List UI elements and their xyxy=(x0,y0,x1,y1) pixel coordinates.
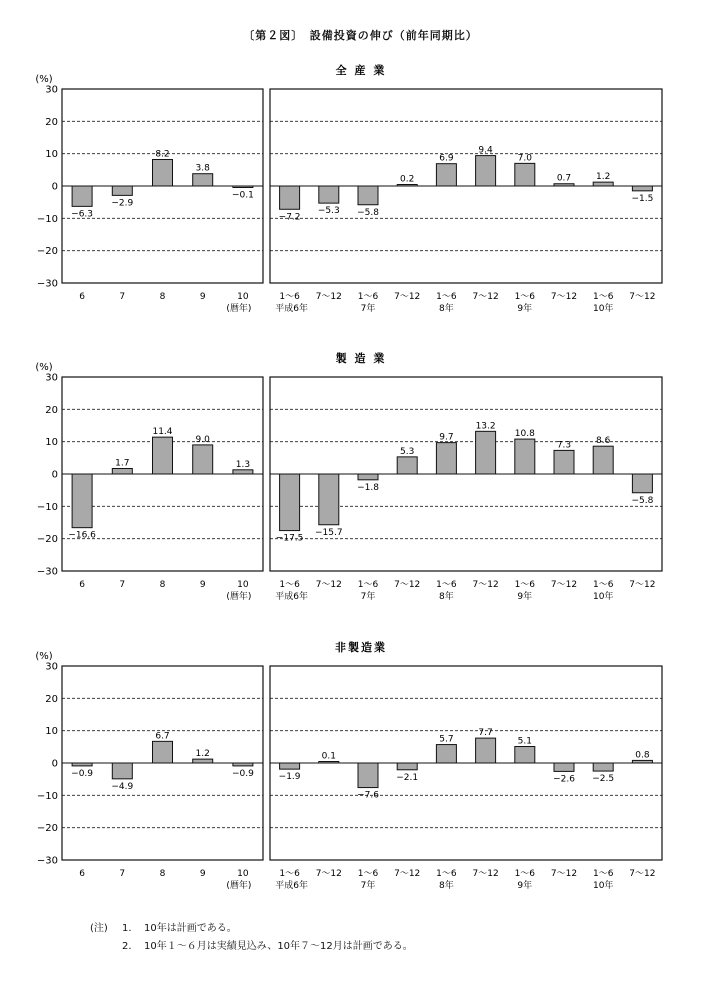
x-sublabel: 7年 xyxy=(360,881,376,891)
bar xyxy=(515,747,535,763)
x-tick-label: 10 xyxy=(237,869,249,879)
bar xyxy=(476,431,496,474)
chart-non-manufacturing xyxy=(0,637,721,937)
bar xyxy=(153,159,173,186)
bar xyxy=(112,186,132,195)
data-label: −0.9 xyxy=(231,768,254,779)
data-label: 7.0 xyxy=(517,153,532,164)
x-sublabel: 平成6年 xyxy=(275,304,308,314)
bar xyxy=(193,759,213,763)
bar xyxy=(233,186,253,188)
note-text: 10年は計画である。 xyxy=(144,923,237,934)
data-label: −1.9 xyxy=(278,772,301,783)
data-label: −2.1 xyxy=(396,772,419,783)
chart-title: 全 産 業 xyxy=(335,64,387,77)
data-label: 11.4 xyxy=(152,427,173,438)
data-label: −7.6 xyxy=(357,790,379,801)
bar xyxy=(280,186,300,209)
note-number: 1. xyxy=(122,923,132,934)
bar xyxy=(554,763,574,771)
y-tick-label: −30 xyxy=(36,566,58,578)
bar xyxy=(397,457,417,474)
x-sublabel: 7年 xyxy=(360,592,376,602)
x-sublabel: (暦年) xyxy=(226,881,252,891)
bar xyxy=(358,763,378,788)
x-tick-label: 10 xyxy=(237,292,249,302)
bar xyxy=(319,474,339,525)
x-sublabel: 8年 xyxy=(439,304,454,314)
y-tick-label: 0 xyxy=(51,181,58,193)
bar xyxy=(632,760,652,763)
x-tick-label: 7～12 xyxy=(472,869,499,879)
y-axis-unit: (%) xyxy=(35,74,53,85)
x-tick-label: 8 xyxy=(159,869,166,879)
x-tick-label: 7～12 xyxy=(550,869,578,879)
bar xyxy=(632,186,652,191)
bar xyxy=(515,439,535,474)
x-tick-label: 10 xyxy=(237,580,249,590)
data-label: −6.3 xyxy=(71,209,94,220)
data-label: −17.5 xyxy=(275,533,304,544)
x-tick-label: 7～12 xyxy=(315,580,342,590)
x-tick-label: 7～12 xyxy=(550,292,578,302)
x-sublabel: 平成6年 xyxy=(275,881,308,891)
data-label: −16.6 xyxy=(68,530,96,541)
y-tick-label: 30 xyxy=(45,661,58,673)
chart-title: 非製造業 xyxy=(335,641,387,654)
data-label: −1.5 xyxy=(631,193,654,204)
x-tick-label: 1～6 xyxy=(436,580,457,590)
x-sublabel: 9年 xyxy=(517,592,533,602)
x-tick-label: 1～6 xyxy=(514,869,536,879)
data-label: 5.1 xyxy=(517,736,532,747)
x-tick-label: 7 xyxy=(119,580,126,590)
x-tick-label: 7～12 xyxy=(629,869,656,879)
data-label: −7.2 xyxy=(278,212,301,223)
bar xyxy=(319,186,339,203)
x-sublabel: (暦年) xyxy=(226,304,252,314)
x-tick-label: 7～12 xyxy=(394,580,421,590)
x-tick-label: 1～6 xyxy=(592,869,614,879)
x-tick-label: 8 xyxy=(159,580,166,590)
data-label: 0.8 xyxy=(635,750,650,761)
y-tick-label: 20 xyxy=(45,116,58,128)
chart-all-industries xyxy=(0,60,721,360)
note-row-2 xyxy=(90,938,413,956)
note-text: 10年１～６月は実績見込み、10年７～12月は計画である。 xyxy=(144,941,413,952)
x-tick-label: 7～12 xyxy=(629,580,656,590)
x-tick-label: 7 xyxy=(119,292,126,302)
data-label: 9.7 xyxy=(439,432,454,443)
x-tick-label: 1～6 xyxy=(279,869,300,879)
data-label: 1.2 xyxy=(596,172,611,183)
data-label: 7.3 xyxy=(556,440,572,451)
bar xyxy=(72,763,92,766)
x-tick-label: 1～6 xyxy=(592,580,614,590)
data-label: 5.7 xyxy=(439,734,454,745)
data-label: 0.7 xyxy=(556,173,572,184)
x-tick-label: 1～6 xyxy=(357,580,379,590)
data-label: −15.7 xyxy=(315,527,343,538)
data-label: 1.3 xyxy=(235,459,251,470)
x-tick-label: 7～12 xyxy=(394,292,421,302)
bar xyxy=(593,763,613,771)
data-label: −5.3 xyxy=(317,206,340,217)
data-label: −4.9 xyxy=(111,781,134,792)
x-sublabel: 10年 xyxy=(592,881,614,891)
x-tick-label: 7～12 xyxy=(550,580,578,590)
data-label: 1.7 xyxy=(115,458,130,469)
x-tick-label: 1～6 xyxy=(279,580,300,590)
bar xyxy=(72,474,92,528)
bar xyxy=(593,182,613,186)
y-tick-label: −20 xyxy=(36,534,58,546)
y-tick-label: 10 xyxy=(45,437,58,449)
y-axis-unit: (%) xyxy=(35,651,53,662)
bar xyxy=(280,474,300,531)
data-label: −2.9 xyxy=(111,198,134,209)
bar xyxy=(233,763,253,766)
page-title: 〔第２図〕 設備投資の伸び（前年同期比） xyxy=(243,29,478,42)
notes-lead: (注) xyxy=(90,923,108,934)
x-tick-label: 8 xyxy=(159,292,166,302)
data-label: 10.8 xyxy=(514,429,535,440)
x-tick-label: 7～12 xyxy=(315,869,342,879)
note-number: 2. xyxy=(122,941,132,952)
x-sublabel: 9年 xyxy=(517,881,533,891)
bar xyxy=(72,186,92,206)
data-label: 1.2 xyxy=(195,749,210,760)
x-tick-label: 6 xyxy=(79,292,85,302)
x-tick-label: 1～6 xyxy=(357,292,379,302)
x-tick-label: 9 xyxy=(199,292,206,302)
x-tick-label: 1～6 xyxy=(357,869,379,879)
bar xyxy=(153,741,173,763)
x-tick-label: 1～6 xyxy=(436,292,457,302)
x-tick-label: 7～12 xyxy=(315,292,342,302)
bar xyxy=(397,185,417,187)
chart-manufacturing xyxy=(0,348,721,648)
bar xyxy=(280,763,300,769)
y-tick-label: 30 xyxy=(45,372,58,384)
bar xyxy=(593,446,613,474)
chart-title: 製 造 業 xyxy=(335,352,387,365)
y-tick-label: −10 xyxy=(36,213,58,225)
y-tick-label: −30 xyxy=(36,278,58,290)
bar xyxy=(358,474,378,480)
data-label: −2.5 xyxy=(592,774,615,785)
x-tick-label: 7～12 xyxy=(472,580,499,590)
bar xyxy=(515,163,535,186)
bar xyxy=(476,156,496,186)
data-label: −5.8 xyxy=(631,495,654,506)
x-sublabel: 8年 xyxy=(439,881,454,891)
y-tick-label: −10 xyxy=(36,501,58,513)
data-label: −0.9 xyxy=(71,768,94,779)
bar xyxy=(554,450,574,474)
x-tick-label: 1～6 xyxy=(514,292,536,302)
y-tick-label: −30 xyxy=(36,855,58,867)
x-tick-label: 6 xyxy=(79,869,85,879)
y-tick-label: 10 xyxy=(45,726,58,738)
data-label: 7.7 xyxy=(478,728,493,739)
bar xyxy=(233,470,253,474)
data-label: −0.1 xyxy=(231,190,254,201)
y-axis-unit: (%) xyxy=(35,362,53,373)
data-label: 9.4 xyxy=(478,145,493,156)
data-label: −2.6 xyxy=(553,774,575,785)
data-label: 6.7 xyxy=(155,731,170,742)
data-label: 0.2 xyxy=(400,174,415,185)
bar xyxy=(436,745,456,763)
bar xyxy=(554,184,574,186)
x-tick-label: 7～12 xyxy=(629,292,656,302)
bar xyxy=(476,738,496,763)
x-tick-label: 7～12 xyxy=(472,292,499,302)
bar xyxy=(112,763,132,779)
notes xyxy=(90,920,413,956)
y-tick-label: −20 xyxy=(36,823,58,835)
data-label: 8.6 xyxy=(596,436,611,447)
x-tick-label: 1～6 xyxy=(279,292,300,302)
note-row-1 xyxy=(90,920,413,938)
bar xyxy=(436,164,456,186)
bar xyxy=(153,437,173,474)
y-tick-label: 10 xyxy=(45,149,58,161)
x-tick-label: 9 xyxy=(199,580,206,590)
bar xyxy=(632,474,652,493)
data-label: 3.8 xyxy=(195,163,210,174)
data-label: 6.9 xyxy=(439,153,454,164)
data-label: 5.3 xyxy=(400,446,415,457)
y-tick-label: 30 xyxy=(45,84,58,96)
y-tick-label: −10 xyxy=(36,790,58,802)
y-tick-label: −20 xyxy=(36,246,58,258)
x-sublabel: 平成6年 xyxy=(275,592,308,602)
x-tick-label: 6 xyxy=(79,580,85,590)
y-tick-label: 20 xyxy=(45,404,58,416)
x-tick-label: 7～12 xyxy=(394,869,421,879)
x-sublabel: 8年 xyxy=(439,592,454,602)
y-tick-label: 20 xyxy=(45,693,58,705)
data-label: 9.0 xyxy=(195,434,210,445)
data-label: 0.1 xyxy=(321,751,336,762)
x-sublabel: 9年 xyxy=(517,304,533,314)
bar xyxy=(193,174,213,186)
y-tick-label: 0 xyxy=(51,469,58,481)
y-tick-label: 0 xyxy=(51,758,58,770)
data-label: −1.8 xyxy=(357,482,379,493)
x-sublabel: 10年 xyxy=(592,304,614,314)
x-sublabel: 10年 xyxy=(592,592,614,602)
x-tick-label: 7 xyxy=(119,869,126,879)
bar xyxy=(397,763,417,770)
x-tick-label: 1～6 xyxy=(436,869,457,879)
data-label: −5.8 xyxy=(357,207,379,218)
bar xyxy=(193,445,213,474)
bar xyxy=(358,186,378,205)
x-sublabel: (暦年) xyxy=(226,592,252,602)
bar xyxy=(436,443,456,474)
x-tick-label: 9 xyxy=(199,869,206,879)
x-tick-label: 1～6 xyxy=(514,580,536,590)
x-tick-label: 1～6 xyxy=(592,292,614,302)
bar xyxy=(319,762,339,764)
bar xyxy=(112,469,132,474)
data-label: 8.2 xyxy=(155,149,170,160)
data-label: 13.2 xyxy=(475,421,496,432)
x-sublabel: 7年 xyxy=(360,304,376,314)
